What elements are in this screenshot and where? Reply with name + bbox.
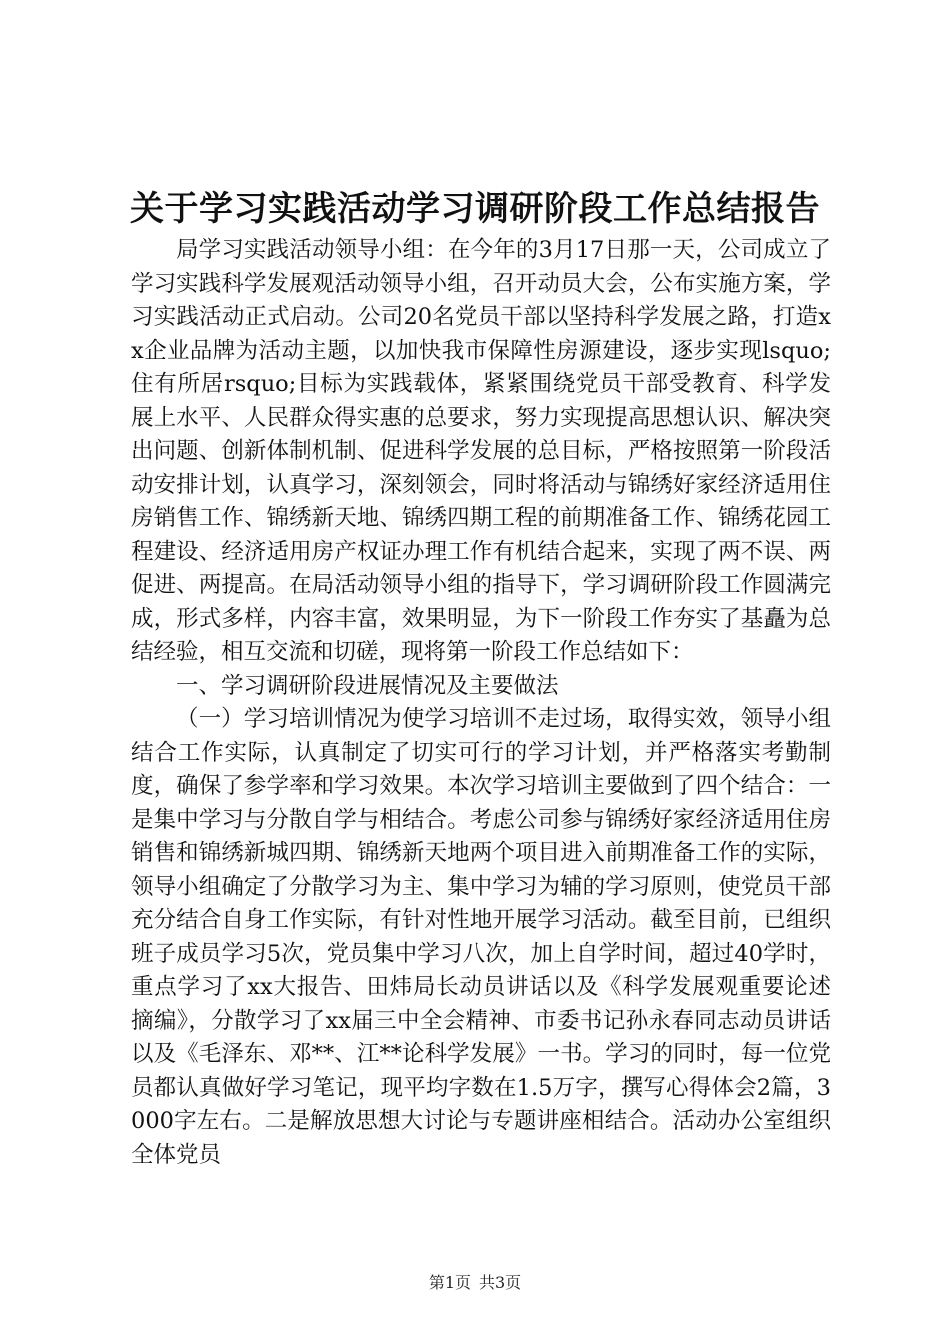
document-body bbox=[131, 234, 831, 1172]
page-total: 共3页 bbox=[479, 1273, 522, 1292]
intro-paragraph: 局学习实践活动领导小组：在今年的3月17日那一天，公司成立了学习实践科学发展观活动领导小组，召开动员大会，公布实施方案，学习实践活动正式启动。公司20名党员干部以坚持科学发展之路，打造xx企业品牌为活动主题，以加快我市保障性房源建设，逐步实现lsquo;住有所居rsquo;目标为实践载体，紧紧围绕党员干部受教育、科学发展上水平、人民群众得实惠的总要求，努力实现提高思想认识、解决突出问题、创新体制机制、促进科学发展的总目标，严格按照第一阶段活动安排计划，认真学习，深刻领会，同时将活动与锦绣好家经济适用住房销售工作、锦绣新天地、锦绣四期工程的前期准备工作、锦绣花园工程建设、经济适用房产权证办理工作有机结合起来，实现了两不误、两促进、两提高。在局活动领导小组的指导下，学习调研阶段工作圆满完成，形式多样，内容丰富，效果明显，为下一阶段工作夯实了基矗为总结经验，相互交流和切磋，现将第一阶段工作总结如下： bbox=[131, 237, 831, 665]
subsection-paragraph: （一）学习培训情况为使学习培训不走过场，取得实效，领导小组结合工作实际，认真制定了切实可行的学习计划，并严格落实考勤制度，确保了参学率和学习效果。本次学习培训主要做到了四个结合：一是集中学习与分散自学与相结合。考虑公司参与锦绣好家经济适用住房销售和锦绣新城四期、锦绣新天地两个项目进入前期准备工作的实际，领导小组确定了分散学习为主、集中学习为辅的学习原则，使党员干部充分结合自身工作实际，有针对性地开展学习活动。截至目前，已组织班子成员学习5次，党员集中学习八次，加上自学时间，超过40学时，重点学习了xx大报告、田炜局长动员讲话以及《科学发展观重要论述摘编》，分散学习了xx届三中全会精神、市委书记孙永春同志动员讲话以及《毛泽东、邓**、江**论科学发展》一书。学习的同时，每一位党员都认真做好学习笔记，现平均字数在1.5万字，撰写心得体会2篇，3000字左右。二是解放思想大讨论与专题讲座相结合。活动办公室组织全体党员 bbox=[131, 706, 831, 1168]
section-heading: 一、学习调研阶段进展情况及主要做法 bbox=[176, 672, 559, 699]
page-footer bbox=[0, 1272, 950, 1294]
page-title: 关于学习实践活动学习调研阶段工作总结报告 bbox=[130, 189, 820, 229]
page-number: 第1页 bbox=[428, 1273, 471, 1292]
